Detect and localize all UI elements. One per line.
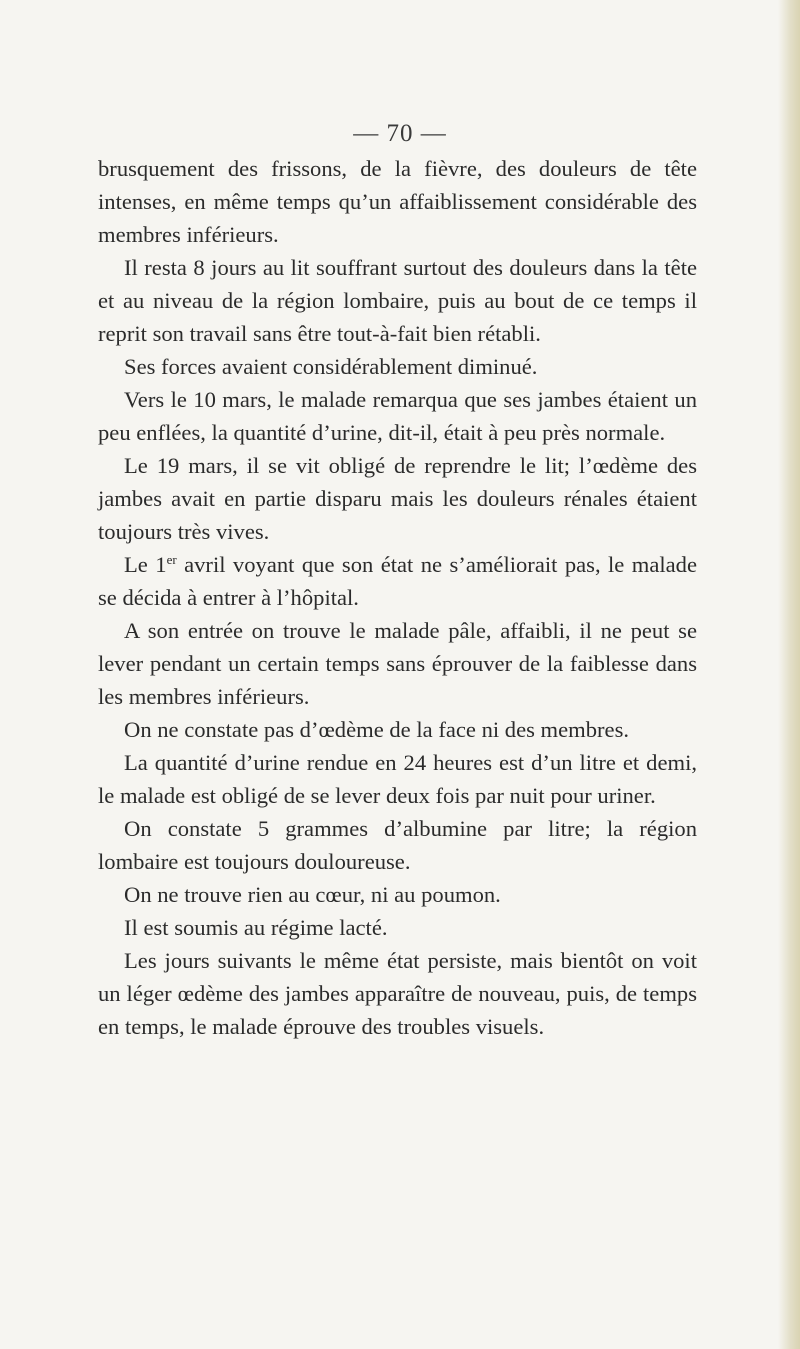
superscript: er	[166, 552, 177, 567]
paragraph: Le 19 mars, il se vit obligé de reprendre le lit; l’œdème des jambes avait en partie disparu mais les douleurs rénales étaient toujours très vives.	[98, 453, 697, 544]
paragraph: La quantité d’urine rendue en 24 heures est d’un litre et demi, le malade est obligé de se lever deux fois par nuit pour uriner.	[98, 750, 697, 808]
paragraph: brusquement des frissons, de la fièvre, des douleurs de tête intenses, en même temps qu’un affaiblissement considérable des membres inférieurs.	[98, 156, 697, 247]
body-text	[98, 152, 697, 1043]
paragraph: Les jours suivants le même état persiste, mais bientôt on voit un léger œdème des jambes apparaître de nouveau, puis, de temps en temps, le malade éprouve des troubles visuels.	[98, 948, 697, 1039]
paragraph	[98, 548, 697, 614]
paragraph: Vers le 10 mars, le malade remarqua que ses jambes étaient un peu enflées, la quantité d’urine, dit-il, était à peu près normale.	[98, 387, 697, 445]
paragraph: A son entrée on trouve le malade pâle, affaibli, il ne peut se lever pendant un certain temps sans éprouver de la faiblesse dans les membres inférieurs.	[98, 618, 697, 709]
paragraph-text: avril voyant que son état ne s’améliorait pas, le malade se décida à entrer à l’hôpital.	[98, 552, 697, 610]
paragraph: Ses forces avaient considérablement diminué.	[124, 354, 538, 379]
paragraph: Il est soumis au régime lacté.	[124, 915, 388, 940]
paragraph: On constate 5 grammes d’albumine par litre; la région lombaire est toujours douloureuse.	[98, 816, 697, 874]
paragraph: Il resta 8 jours au lit souffrant surtout des douleurs dans la tête et au niveau de la région lombaire, puis au bout de ce temps il reprit son travail sans être tout-à-fait bien rétabli.	[98, 255, 697, 346]
page-edge-shadow	[778, 0, 800, 1349]
page-number: — 70 —	[353, 120, 447, 147]
paragraph-text: Le 1	[124, 552, 167, 577]
paragraph: On ne trouve rien au cœur, ni au poumon.	[124, 882, 501, 907]
paragraph: On ne constate pas d’œdème de la face ni des membres.	[124, 717, 630, 742]
